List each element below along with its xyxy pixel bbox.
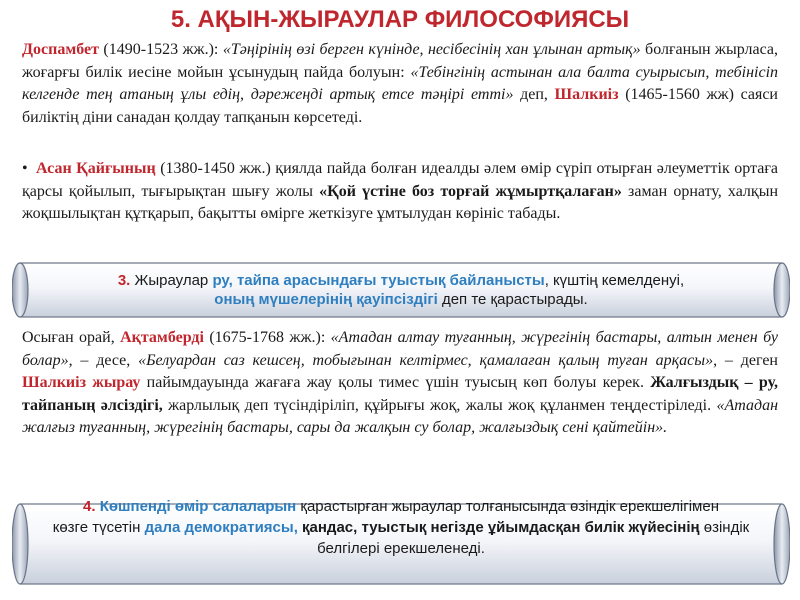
text: (1675-1768 жж.): [203, 329, 331, 346]
text: болғанын жырласа, жоғарғы билік иесіне мойын ұсынудың пайда болуын: [22, 41, 779, 81]
poet-name-shalkiiz-zhyrau: Шалкиіз жырау [22, 374, 141, 391]
quote: «Тебінгінің астынан ала балта суырысып, тебінісіп келгенде тең атаның ұлы едің, дәрежеңді артық етсе тәңірі етті» [22, 63, 779, 103]
quote: «Атадан алтау туғанның, жүрегінің бастары, алтын менен бу болар» [22, 329, 779, 369]
scroll-banner-3 [12, 261, 790, 319]
bold-phrase: «Қой үстіне боз торғай жұмыртқалаған» [319, 182, 622, 200]
poet-name-aktamberdi: Ақтамберді [120, 329, 204, 346]
poet-name-shalkiiz: Шалкиіз [554, 86, 619, 103]
poet-name-dospambet: Доспамбет [22, 41, 99, 58]
text: заман орнату, халқын жоқшылықтан құтқарып, бақытты өмірге жеткізуге ұмтылудан көрініс табады. [22, 182, 779, 222]
bold-phrase: Жалғыздық – ру, тайпаның әлсіздігі, [22, 374, 778, 414]
text: қарастырған жыраулар толғанысында өзіндік ерекшелігімен [296, 498, 719, 515]
quote: «Атадан жалғыз туғанның, жүрегінің бастары, сары да жалқын су болар, жалғыздық сені қайтейін». [22, 396, 779, 436]
text: (1465-1560 жж) саяси биліктің діни санадан қолдау тапқанын көрсетеді. [22, 86, 778, 126]
item-number: 4. [83, 498, 96, 515]
paragraph-aktamberdi [22, 327, 778, 440]
page-title: 5. АҚЫН-ЖЫРАУЛАР ФИЛОСОФИЯСЫ [170, 6, 630, 33]
paragraph-asan [22, 158, 778, 226]
bullet: • [22, 160, 28, 177]
quote: «Белуардан саз кешсең, тобығынан келтірмес, қамалаған қалың туған арқасы» [138, 351, 714, 369]
text: , – десе, [68, 351, 139, 369]
scroll-banner-4 [12, 496, 790, 592]
text: (1380-1450 жж.) қиялда пайда болған идеалды әлем өмір сүріп отырған әлеуметтік ортаға қарсы қойылып, тығырықтан шығу жолы [22, 160, 778, 200]
text: деп, [513, 86, 555, 103]
paragraph-dospambet [22, 39, 778, 129]
highlight: Көшпенді өмір салаларын [99, 498, 297, 515]
poet-name-asan: Асан Қайғының [36, 160, 156, 177]
text: пайымдауында жағаға жау қолы тимес үшін туысың көп болуы керек. [140, 374, 651, 391]
text: көзге түсетін [52, 519, 145, 536]
item-number: 3. [117, 272, 131, 289]
text: Жыраулар [130, 272, 213, 289]
highlight: оның мүшелерінің қауіпсіздігі [214, 291, 438, 308]
text: өзіндік белгілері ерекшеленеді. [317, 519, 750, 557]
text: , күштің кемелденуі, [544, 272, 685, 289]
bold-phrase: қандас, туыстық негізде ұйымдасқан билік жүйесінің [297, 519, 700, 536]
scroll-text [52, 271, 750, 309]
quote: «Тәңірінің өзі берген күнінде, несібесінің хан ұлынан артық» [222, 41, 641, 58]
highlight: дала демократиясы, [144, 519, 298, 536]
scroll-text [52, 496, 750, 559]
highlight: ру, тайпа арасындағы туыстық байланысты [212, 272, 545, 289]
text: жарлылық деп түсіндіріліп, құйрығы жоқ, жалы жоқ құланмен теңдестіріледі. [162, 396, 717, 414]
text: , – деген [713, 351, 778, 369]
text: Осыған орай, [22, 329, 121, 346]
text: деп те қарастырады. [437, 291, 588, 308]
text: (1490-1523 жж.): [98, 41, 223, 58]
